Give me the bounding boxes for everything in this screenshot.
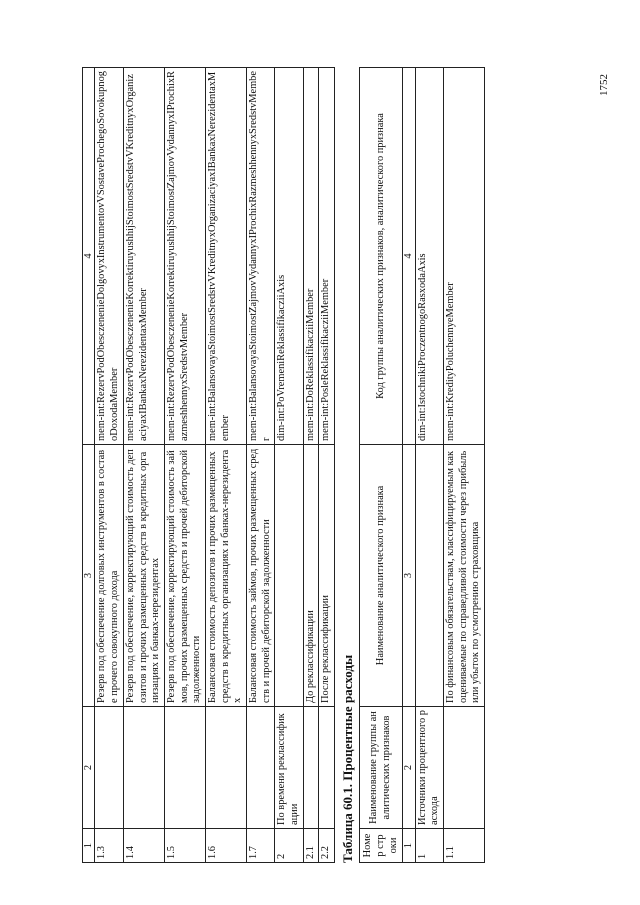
- feature-name: [415, 445, 443, 707]
- row-number: 1.5: [164, 829, 205, 863]
- row-number: 2.2: [319, 829, 335, 863]
- column-number: 3: [403, 445, 415, 707]
- feature-name: Резерв под обеспечение, корректирующий стоимость займов, прочих размещенных средств и прочей дебиторской задолженности: [164, 445, 205, 707]
- feature-code: mem-int:DoReklassifikacziiMember: [303, 68, 319, 445]
- column-number: 4: [403, 68, 415, 445]
- classification-table-continued: [82, 67, 335, 863]
- row-number: 1.3: [95, 829, 123, 863]
- column-number: 4: [83, 68, 95, 445]
- row-number: 1: [415, 829, 443, 863]
- group-name: [303, 707, 319, 829]
- group-name: [123, 707, 164, 829]
- group-name: [205, 707, 246, 829]
- header-cell: Наименование аналитического признака: [360, 445, 403, 707]
- header-cell: Номер строки: [360, 829, 403, 863]
- table-row: [415, 68, 443, 863]
- feature-name: Резерв под обеспечение долговых инструментов в составе прочего совокупного дохода: [95, 445, 123, 707]
- interest-expenses-table: [359, 67, 485, 863]
- table-row: [444, 68, 485, 863]
- feature-name: По финансовым обязательствам, классифицируемым как оцениваемые по справедливой стоимости через прибыль или убыток по усмотрению страховщика: [444, 445, 485, 707]
- feature-name: Балансовая стоимость депозитов и прочих размещенных средств в кредитных организациях и банках-нерезидентах: [205, 445, 246, 707]
- column-number: 2: [403, 707, 415, 829]
- page-number: 1752: [598, 74, 610, 96]
- group-name: [247, 707, 275, 829]
- table-row: [319, 68, 335, 863]
- feature-code: mem-int:RezervPodObesczenenieKorrektiruyushhijStoimostZajmovVydannyxIProchixRazmeshhennyxSredstvMember: [164, 68, 205, 445]
- column-number: 3: [83, 445, 95, 707]
- header-cell: Наименование группы аналитических признаков: [360, 707, 403, 829]
- column-number: 2: [83, 707, 95, 829]
- feature-name: После реклассификации: [319, 445, 335, 707]
- row-number: 1.1: [444, 829, 485, 863]
- row-number: 1.7: [247, 829, 275, 863]
- column-number-row: [83, 68, 95, 863]
- group-name: [95, 707, 123, 829]
- row-number: 1.6: [205, 829, 246, 863]
- header-cell: Код группы аналитических признаков, аналитического признака: [360, 68, 403, 445]
- column-number: 1: [83, 829, 95, 863]
- table-row: [247, 68, 275, 863]
- group-name: Источники процентного расхода: [415, 707, 443, 829]
- feature-code: mem-int:KredityPoluchennyeMember: [444, 68, 485, 445]
- feature-code: mem-int:BalansovayaStoimostSredstvVKreditnyxOrganizaciyaxIBankaxNerezidentaxMember: [205, 68, 246, 445]
- row-number: 2: [275, 829, 303, 863]
- group-name: [444, 707, 485, 829]
- group-name: [319, 707, 335, 829]
- column-number: 1: [403, 829, 415, 863]
- table-header-row: [360, 68, 403, 863]
- table-row: [275, 68, 303, 863]
- feature-code: mem-int:RezervPodObesczenenieDolgovyxInstrumentovVSostaveProchegoSovokupnogoDoxodaMember: [95, 68, 123, 445]
- feature-code: mem-int:PosleReklassifikacziiMember: [319, 68, 335, 445]
- feature-code: dim-int:IstochnikiProczentnogoRasxodaAxis: [415, 68, 443, 445]
- feature-name: Резерв под обеспечение, корректирующий стоимость депозитов и прочих размещенных средств в кредитных организациях и банках-нерезидентах: [123, 445, 164, 707]
- row-number: 2.1: [303, 829, 319, 863]
- table-row: [303, 68, 319, 863]
- table-row: [164, 68, 205, 863]
- group-name: [164, 707, 205, 829]
- table-row: [123, 68, 164, 863]
- table-caption: Таблица 60.1. Процентные расходы: [340, 654, 356, 863]
- group-name: По времени реклассификации: [275, 707, 303, 829]
- row-number: 1.4: [123, 829, 164, 863]
- feature-name: До реклассификации: [303, 445, 319, 707]
- feature-code: mem-int:RezervPodObesczenenieKorrektiruyushhijStoimostSredstvVKreditnyxOrganizaciyaxIBankaxNerezidentaxMember: [123, 68, 164, 445]
- feature-name: [275, 445, 303, 707]
- table-row: [205, 68, 246, 863]
- column-number-row: [403, 68, 415, 863]
- feature-code: mem-int:BalansovayaStoimostZajmovVydannyxIProchixRazmeshhennyxSredstvMember: [247, 68, 275, 445]
- feature-name: Балансовая стоимость займов, прочих размещенных средств и прочей дебиторской задолженности: [247, 445, 275, 707]
- table-row: [95, 68, 123, 863]
- feature-code: dim-int:PoVremeniReklassifikacziiAxis: [275, 68, 303, 445]
- rotated-page-content: [82, 68, 485, 863]
